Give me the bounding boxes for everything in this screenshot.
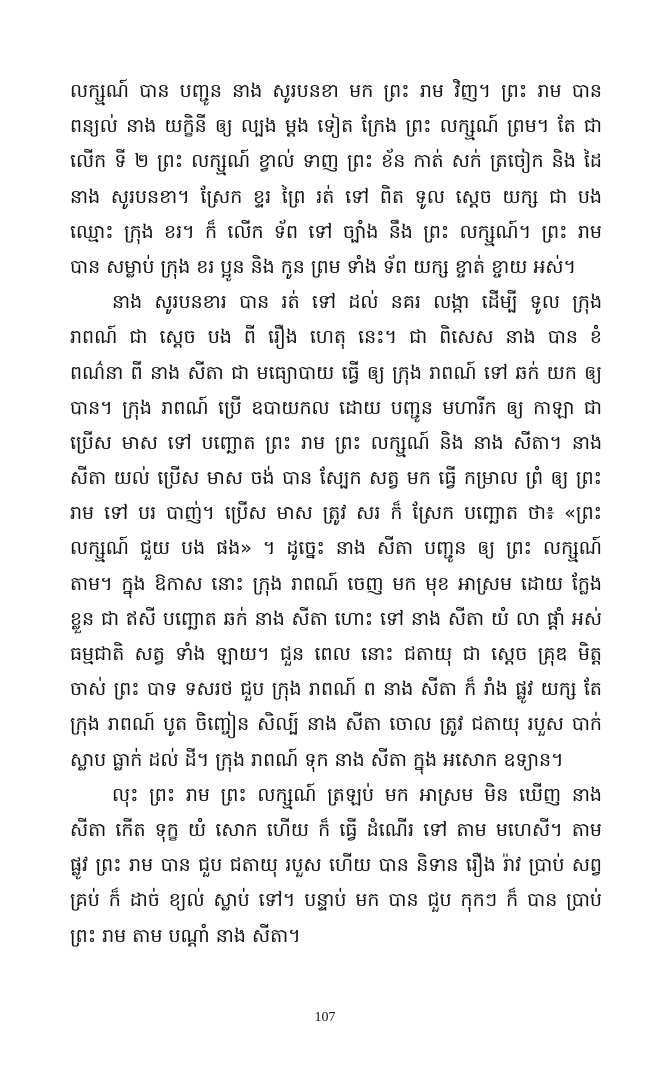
text-line: លក្ស្មណ៍ ជួយ បង ផង» ។ ដូច្នេះ នាង សីតា បញ្ជូន ឲ្យ ព្រះ លក្ស្មណ៍ xyxy=(70,537,602,560)
text-line: នាង សូរបនខា។ ស្រែក ខ្ទរ ព្រៃ រត់ ទៅ ពិត ទូល ស្តេច យក្ស ជា បង xyxy=(70,185,602,208)
text-line: ធម្មជាតិ សត្វ ទាំង ឡាយ។ ជួន ពេល នោះ ជតាយុ ជា ស្តេច គ្រុឌ មិត្ត xyxy=(70,643,602,665)
text-line: ស្លាប ធ្លាក់ ដល់ ដី។ ក្រុង រាពណ៍ ទុក នាង សីតា ក្នុង អសោក ឧទ្យាន។ xyxy=(70,748,564,771)
text-line: តាម។ ក្នុង ឱកាស នោះ ក្រុង រាពណ៍ ចេញ មក មុខ អាស្រម ដោយ ក្លែង xyxy=(70,572,602,595)
text-line: គ្រប់ ក៏ ដាច់ ខ្យល់ ស្លាប់ ទៅ។ បន្ទាប់ មក បាន ជួប កុកៗ ក៏ បាន ប្រាប់ xyxy=(70,889,602,912)
text-line: ពណ៌នា ពី នាង សីតា ជា មធ្យោបាយ ធ្វើ ឲ្យ ក្រុង រាពណ៍ ទៅ ឆក់ យក ឲ្យ xyxy=(70,361,602,384)
text-line: រាម ទៅ បរ បាញ់។ ប្រើស មាស ត្រូវ សរ ក៏ ស្រែក បញ្ឆោត ថា៖ «ព្រះ xyxy=(70,502,602,525)
text-line: លើក ទី ២ ព្រះ លក្ស្មណ៍ ខ្វាល់ ទាញ ព្រះ ខ័ន កាត់ សក់ ត្រចៀក និង ដៃ xyxy=(70,150,602,173)
text-line: បាន សម្លាប់ ក្រុង ខរ ប្អូន និង កូន ព្រម ទាំង ទ័ព យក្ស ខ្ចាត់ ខ្ចាយ អស់។ xyxy=(70,255,577,278)
page-number: 107 xyxy=(314,1010,336,1025)
text-line: ក្រុង រាពណ៍ បូត ចិញ្ចៀន សិល្ប៍ នាង សីតា ចោល ត្រូវ ជតាយុ របួស បាក់ xyxy=(70,713,602,736)
text-line: ចាស់ ព្រះ បាទ ទសរថ ជួប ក្រុង រាពណ៍ ព នាង សីតា ក៏ រាំង ផ្លូវ យក្ស តែ xyxy=(70,678,602,701)
text-line: បាន។ ក្រុង រាពណ៍ ប្រើ ឧបាយកល ដោយ បញ្ជូន មហារីក ឲ្យ កាឡា ជា xyxy=(70,396,602,419)
text-line: ផ្លូវ ព្រះ រាម បាន ជួប ជតាយុ របួស ហើយ បាន និទាន រឿង រ៉ាវ ប្រាប់ សព្វ xyxy=(70,854,602,877)
paragraph-start-line: លុះ ព្រះ រាម ព្រះ លក្ស្មណ៍ ត្រឡប់ មក អាស្រម មិន ឃើញ នាង xyxy=(112,783,602,806)
body-text xyxy=(70,74,602,954)
text-line: ឈ្មោះ ក្រុង ខរ។ ក៏ លើក ទ័ព ទៅ ច្បាំង នឹង ព្រះ លក្ស្មណ៍។ ព្រះ រាម xyxy=(70,220,602,243)
text-line: ប្រើស មាស ទៅ បញ្ឆោត ព្រះ រាម ព្រះ លក្ស្មណ៍ និង នាង សីតា។ នាង xyxy=(70,431,602,454)
text-line: ព្រះ រាម តាម បណ្តាំ នាង សីតា។ xyxy=(70,924,301,947)
text-line: សីតា យល់ ប្រើស មាស ចង់ បាន ស្បែក សត្វ មក ធ្វើ កម្រាល ព្រំ ឲ្យ ព្រះ xyxy=(70,467,602,490)
text-line: សីតា កើត ទុក្ខ យំ សោក ហើយ ក៏ ធ្វើ ដំណើរ ទៅ តាម មហេសី។ តាម xyxy=(70,818,602,841)
text-line: ខ្លួន ជា ឥសី បញ្ឆោត ឆក់ នាង សីតា ហោះ ទៅ នាង សីតា យំ លា ផ្តាំ អស់ xyxy=(70,607,602,630)
text-line: ពន្យល់ នាង យក្ខិនី ឲ្យ ល្បង ម្តង ទៀត ក្រែង ព្រះ លក្ស្មណ៍ ព្រម។ តែ ជា xyxy=(70,115,602,138)
text-line: រាពណ៍ ជា ស្តេច បង ពី រឿង ហេតុ នេះ។ ជា ពិសេស នាង បាន ខំ xyxy=(70,326,602,349)
paragraph-start-line: នាង សូរបនខារ បាន រត់ ទៅ ដល់ នគរ លង្កា ដើម្បី ទូល ក្រុង xyxy=(112,291,602,314)
text-line: លក្ស្មណ៍ បាន បញ្ជូន នាង សូរបនខា មក ព្រះ រាម វិញ។ ព្រះ រាម បាន xyxy=(70,80,602,102)
